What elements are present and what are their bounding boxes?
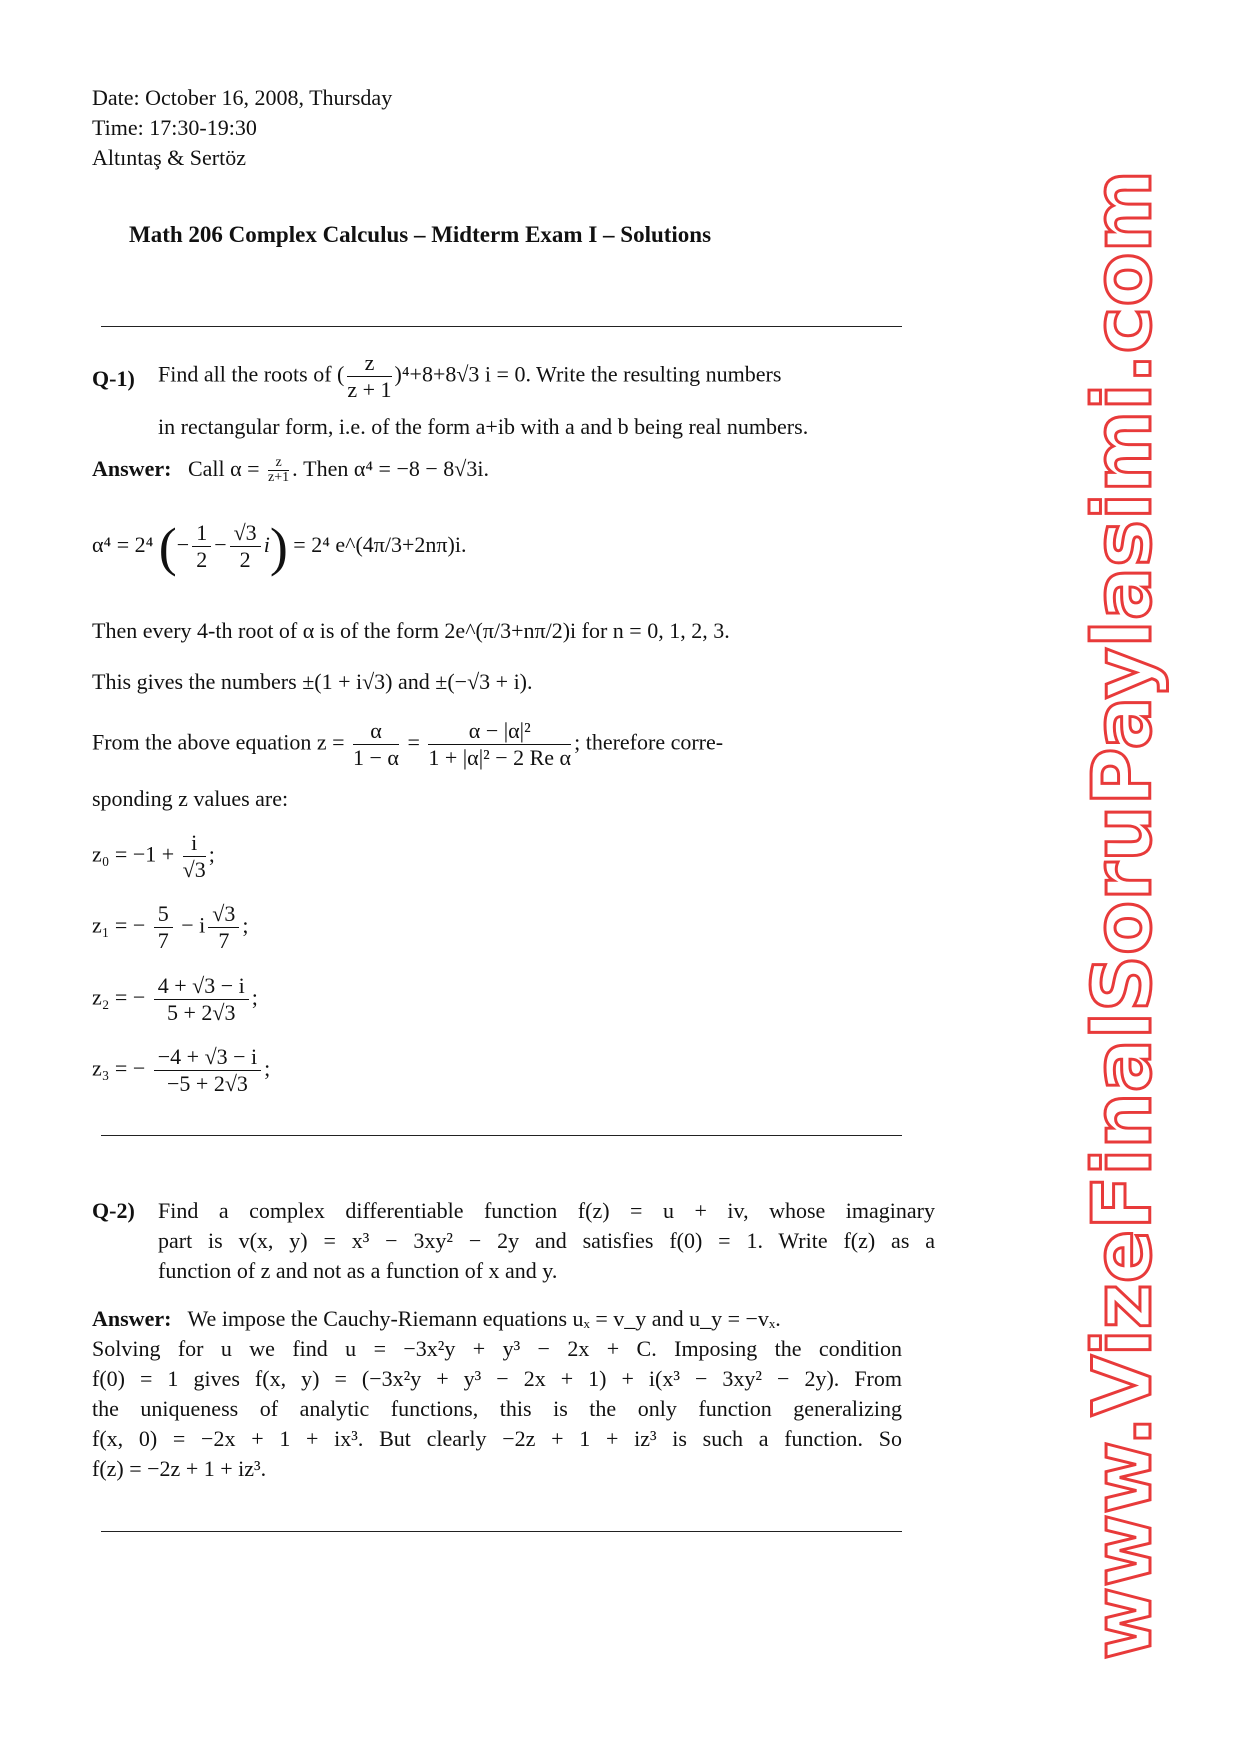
numbers-line: This gives the numbers ±(1 + i√3) and ±(−√3 + i).	[92, 669, 533, 694]
text: We impose the Cauchy-Riemann equations uₓ = v_y and u_y = −vₓ.	[187, 1306, 781, 1331]
fraction	[230, 520, 261, 573]
divider	[101, 1531, 902, 1532]
from-equation	[92, 718, 723, 771]
numerator: z	[347, 350, 391, 377]
text: = 2⁴ e^(4π/3+2nπ)i.	[293, 532, 467, 557]
divider	[101, 326, 902, 327]
q2-answer-line5: f(x, 0) = −2x + 1 + ix³. But clearly −2z + 1 + iz³ is such a function. So	[92, 1426, 902, 1451]
q2-answer-line2: Solving for u we find u = −3x²y + y³ − 2x + C. Imposing the condition	[92, 1336, 902, 1361]
roots-line: Then every 4-th root of α is of the form 2e^(π/3+nπ/2)i for n = 0, 1, 2, 3.	[92, 618, 730, 643]
denominator: −5 + 2√3	[167, 1071, 248, 1096]
fraction	[154, 1044, 261, 1097]
denominator: 2	[239, 547, 251, 573]
header-date: Date: October 16, 2008, Thursday	[92, 85, 393, 110]
fraction	[192, 520, 211, 573]
denominator: 1 − α	[353, 745, 399, 770]
q1-line2: in rectangular form, i.e. of the form a+ib with a and b being real numbers.	[158, 414, 809, 439]
q2-line1: Find a complex differentiable function f(z) = u + iv, whose imaginary	[158, 1198, 935, 1223]
text: Call α =	[187, 456, 260, 481]
fraction	[154, 901, 173, 954]
q1-answer-line1	[92, 456, 489, 485]
q2-answer-line4: the uniqueness of analytic functions, this is the only function generalizing	[92, 1396, 902, 1421]
z2	[92, 973, 258, 1026]
z3	[92, 1044, 270, 1097]
q2-answer-line1	[92, 1306, 781, 1332]
page-title: Math 206 Complex Calculus – Midterm Exam I – Solutions	[129, 222, 712, 247]
watermark-text: www.VizeFinalSoruPaylasimi.com	[1076, 151, 1169, 1660]
text: z₁ = −	[92, 912, 146, 938]
answer-label: Answer:	[92, 456, 172, 481]
numerator: 5	[154, 901, 173, 928]
q2-answer-line6: f(z) = −2z + 1 + iz³.	[92, 1456, 267, 1481]
numerator: i	[183, 830, 206, 857]
q2-label: Q-2)	[92, 1198, 135, 1223]
text: z₂ = −	[92, 984, 146, 1010]
text: ; therefore corre-	[574, 729, 724, 755]
z0	[92, 830, 215, 883]
denominator: 1 + |α|² − 2 Re α	[428, 745, 572, 770]
fraction	[428, 718, 571, 771]
numerator: 1	[192, 520, 211, 547]
alpha-equation	[92, 515, 466, 575]
denominator: 7	[218, 928, 230, 953]
paren: )	[269, 516, 288, 577]
numerator: α	[353, 718, 399, 745]
denominator: z+1	[268, 470, 290, 486]
text: =	[407, 729, 420, 755]
text: − i	[181, 912, 206, 938]
q1-text: Find all the roots of (	[158, 361, 345, 387]
text: ;	[251, 984, 258, 1010]
text: α⁴ = 2⁴	[92, 532, 154, 557]
text: ;	[264, 1055, 271, 1081]
answer-label: Answer:	[92, 1306, 172, 1331]
denominator: 5 + 2√3	[167, 1000, 236, 1025]
numerator: α − |α|²	[428, 718, 571, 745]
numerator: z	[268, 456, 289, 471]
fraction	[183, 830, 206, 883]
q1-label: Q-1)	[92, 366, 135, 391]
text: . Then α⁴ = −8 − 8√3i.	[292, 456, 489, 481]
numerator: √3	[230, 520, 261, 547]
fraction	[347, 350, 391, 403]
paren: (	[158, 516, 177, 577]
text: ;	[208, 841, 215, 867]
text: −	[214, 532, 227, 557]
q2-line3: function of z and not as a function of x and y.	[158, 1258, 558, 1283]
text: −	[176, 532, 190, 557]
fraction	[208, 901, 239, 954]
q2-line2: part is v(x, y) = x³ − 3xy² − 2y and satisfies f(0) = 1. Write f(z) as a	[158, 1228, 935, 1253]
numerator: 4 + √3 − i	[154, 973, 249, 1000]
q2-answer-line3: f(0) = 1 gives f(x, y) = (−3x²y + y³ − 2x + 1) + i(x³ − 3xy² − 2y). From	[92, 1366, 902, 1391]
numerator: −4 + √3 − i	[154, 1044, 261, 1071]
text: z₃ = −	[92, 1055, 146, 1081]
fraction	[268, 456, 289, 485]
denominator: 7	[157, 928, 169, 953]
text: From the above equation z =	[92, 729, 345, 755]
fraction	[154, 973, 249, 1026]
fraction	[353, 718, 399, 771]
z1	[92, 901, 248, 954]
denominator: z + 1	[347, 377, 392, 402]
denominator: 2	[196, 547, 208, 573]
header-time: Time: 17:30-19:30	[92, 115, 257, 140]
numerator: √3	[208, 901, 239, 928]
sponding-line: sponding z values are:	[92, 786, 289, 811]
header-authors: Altıntaş & Sertöz	[92, 145, 246, 170]
text: ;	[242, 912, 249, 938]
q1-text: )⁴+8+8√3 i = 0. Write the resulting numbers	[394, 361, 782, 387]
divider	[101, 1135, 902, 1136]
text: i	[263, 532, 270, 557]
text: z₀ = −1 +	[92, 841, 175, 867]
q1-line1	[158, 350, 781, 403]
denominator: √3	[182, 857, 206, 882]
